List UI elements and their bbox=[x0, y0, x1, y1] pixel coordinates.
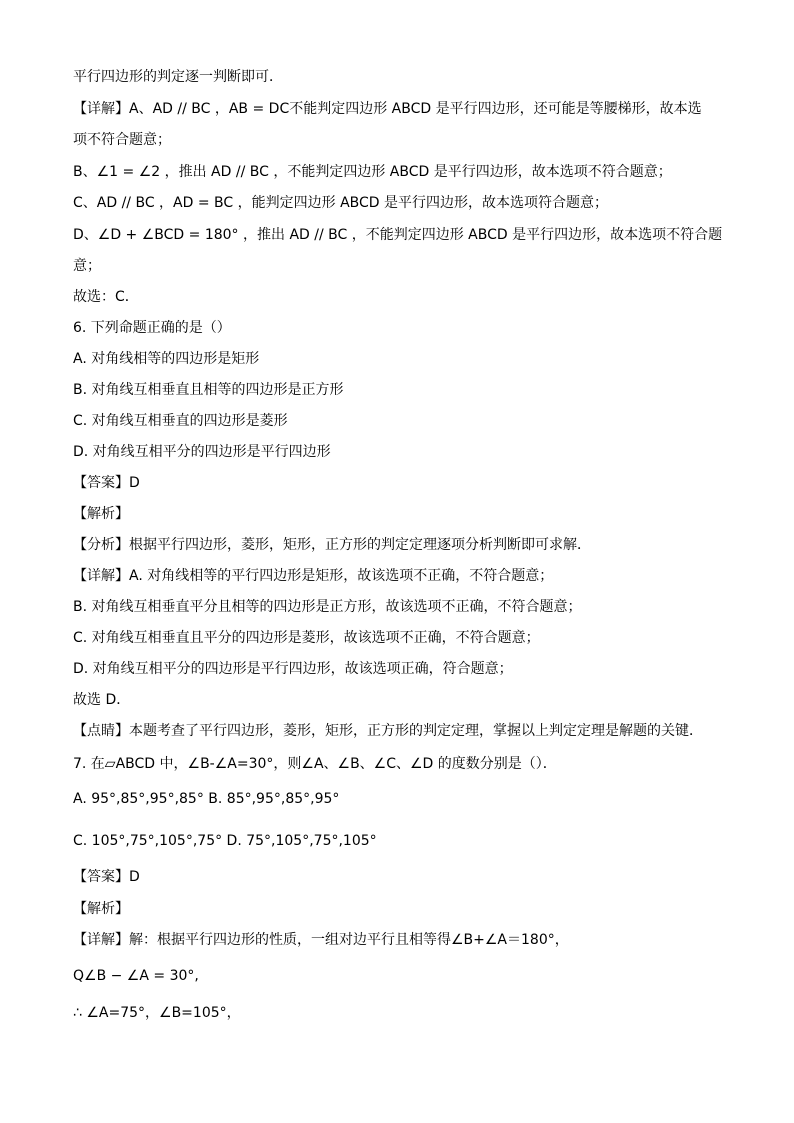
option-line: C. 对角线互相垂直的四边形是菱形 bbox=[73, 413, 288, 429]
text-line: 故选 D． bbox=[73, 692, 131, 708]
text-line: 平行四边形的判定逐一判断即可． bbox=[73, 69, 283, 85]
text-line: ∴ ∠A=75°，∠B=105°， bbox=[73, 1005, 241, 1021]
text-line: B. 对角线互相垂直平分且相等的四边形是正方形，故该选项不正确，不符合题意； bbox=[73, 599, 582, 615]
text-line: 【详解】A、AD // BC ，AB = DC不能判定四边形 ABCD 是平行四边形，还可能是等腰梯形，故本选 bbox=[73, 101, 702, 117]
question-stem: 6. 下列命题正确的是（） bbox=[73, 320, 231, 336]
text-line: C. 对角线互相垂直且平分的四边形是菱形，故该选项不正确，不符合题意； bbox=[73, 630, 540, 646]
text-line: 【分析】根据平行四边形，菱形，矩形，正方形的判定定理逐项分析判断即可求解． bbox=[73, 537, 591, 553]
text-line: Q∠B − ∠A = 30°, bbox=[73, 968, 199, 984]
text-line: B、∠1 = ∠2 ，推出 AD // BC ，不能判定四边形 ABCD 是平行四边形，故本选项不符合题意； bbox=[73, 164, 672, 180]
analysis-label: 【解析】 bbox=[73, 506, 129, 522]
answer-label: 【答案】D bbox=[73, 869, 140, 885]
option-line: A. 对角线相等的四边形是矩形 bbox=[73, 351, 260, 367]
answer-label: 【答案】D bbox=[73, 475, 140, 491]
text-line: 【详解】A. 对角线相等的平行四边形是矩形，故该选项不正确，不符合题意； bbox=[73, 568, 554, 584]
text-line: 项不符合题意； bbox=[73, 132, 171, 148]
option-line: A. 95°,85°,95°,85° B. 85°,95°,85°,95° bbox=[73, 791, 340, 807]
text-line: 【详解】解：根据平行四边形的性质，一组对边平行且相等得∠B+∠A＝180°， bbox=[73, 932, 569, 948]
analysis-label: 【解析】 bbox=[73, 901, 129, 917]
option-line: C. 105°,75°,105°,75° D. 75°,105°,75°,105° bbox=[73, 833, 377, 849]
option-line: D. 对角线互相平分的四边形是平行四边形 bbox=[73, 444, 331, 460]
option-line: B. 对角线互相垂直且相等的四边形是正方形 bbox=[73, 382, 344, 398]
question-stem: 7. 在▱ABCD 中，∠B-∠A=30°，则∠A、∠B、∠C、∠D 的度数分别是（）． bbox=[73, 756, 557, 772]
text-line: 【点睛】本题考查了平行四边形，菱形，矩形，正方形的判定定理，掌握以上判定定理是解题的关键． bbox=[73, 723, 703, 739]
text-line: D、∠D + ∠BCD = 180° ，推出 AD // BC ，不能判定四边形 ABCD 是平行四边形，故本选项不符合题 bbox=[73, 227, 723, 243]
text-line: 故选：C． bbox=[73, 289, 139, 305]
text-line: D. 对角线互相平分的四边形是平行四边形，故该选项正确，符合题意； bbox=[73, 661, 513, 677]
text-line: C、AD // BC ，AD = BC ，能判定四边形 ABCD 是平行四边形，故本选项符合题意； bbox=[73, 195, 609, 211]
text-line: 意； bbox=[73, 258, 101, 274]
